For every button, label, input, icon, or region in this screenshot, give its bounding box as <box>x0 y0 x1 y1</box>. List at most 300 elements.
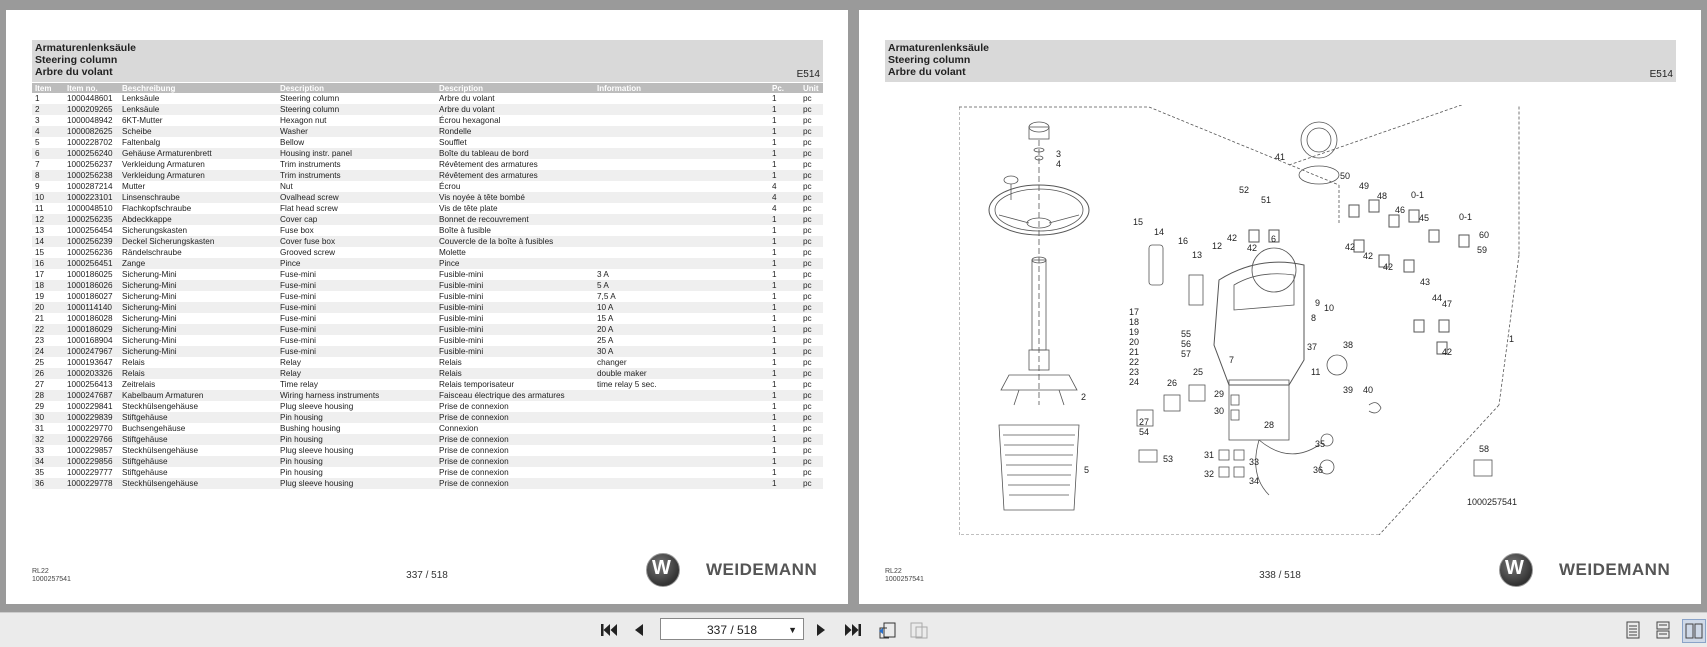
table-cell: Fusible-mini <box>436 324 594 335</box>
table-cell: 31 <box>35 424 45 433</box>
table-cell: pc <box>803 270 812 279</box>
table-cell: 30 A <box>594 346 769 357</box>
svg-text:53: 53 <box>1163 454 1174 464</box>
svg-text:35: 35 <box>1315 439 1326 449</box>
table-cell: pc <box>803 204 812 213</box>
svg-text:29: 29 <box>1214 389 1225 399</box>
table-cell: pc <box>800 478 823 489</box>
table-cell <box>594 445 769 456</box>
table-cell: 1000256237 <box>67 160 113 169</box>
table-cell: 18 <box>32 280 64 291</box>
table-row <box>32 445 823 456</box>
table-cell: 1 <box>772 336 777 345</box>
continuous-view-icon[interactable] <box>1652 619 1674 641</box>
table-cell <box>594 401 769 412</box>
table-cell: 27 <box>35 380 45 389</box>
table-cell: double maker <box>594 368 769 379</box>
table-cell: 1 <box>772 446 777 455</box>
svg-text:41: 41 <box>1275 152 1286 162</box>
table-cell: Verkleidung Armaturen <box>122 160 205 169</box>
table-cell: 1000203326 <box>64 368 119 379</box>
table-cell: 8 <box>32 170 64 181</box>
table-cell: Faisceau électrique des armatures <box>436 390 594 401</box>
table-row <box>32 346 823 357</box>
table-cell: 34 <box>32 456 64 467</box>
svg-text:42: 42 <box>1247 243 1258 253</box>
table-row <box>32 302 823 313</box>
column-header: Item no. <box>64 83 119 93</box>
table-row <box>32 467 823 478</box>
table-row <box>32 291 823 302</box>
table-cell: Bushing housing <box>280 424 341 433</box>
svg-text:0-1: 0-1 <box>1459 212 1473 222</box>
table-cell: Fuse-mini <box>277 324 436 335</box>
svg-text:21: 21 <box>1129 347 1140 357</box>
title-french: Arbre du volant <box>35 66 113 78</box>
table-cell: 1000186029 <box>64 324 119 335</box>
table-cell: Prise de connexion <box>436 412 594 423</box>
table-cell: 3 A <box>597 270 609 279</box>
title-french: Arbre du volant <box>888 66 966 78</box>
table-cell: Bonnet de recouvrement <box>436 214 594 225</box>
table-cell: Verkleidung Armaturen <box>119 170 277 181</box>
table-row <box>32 390 823 401</box>
footer-code: RL22 <box>32 568 49 575</box>
table-cell: 3 <box>35 116 40 125</box>
table-row <box>32 280 823 291</box>
table-cell: Steckhülsengehäuse <box>119 478 277 489</box>
table-cell: 19 <box>35 292 45 301</box>
table-cell: 1000229778 <box>64 478 119 489</box>
page-number: 338 / 518 <box>1259 570 1301 581</box>
table-cell: 1 <box>769 148 800 159</box>
svg-text:22: 22 <box>1129 357 1140 367</box>
table-cell: pc <box>800 280 823 291</box>
table-cell: Scheibe <box>119 126 277 137</box>
table-cell <box>594 137 769 148</box>
table-cell: Flachkopfschraube <box>122 204 192 213</box>
table-cell: 4 <box>772 182 777 191</box>
table-row <box>32 137 823 148</box>
page-number-field[interactable] <box>660 618 804 640</box>
table-cell <box>594 423 769 434</box>
svg-text:5: 5 <box>1084 465 1090 475</box>
table-row <box>32 357 823 368</box>
table-cell: 1000247967 <box>64 346 119 357</box>
table-cell: 1000256454 <box>67 226 113 235</box>
table-cell: pc <box>800 104 823 115</box>
table-cell: 16 <box>32 258 64 269</box>
table-cell: 1000186028 <box>67 314 113 323</box>
table-cell: Buchsengehäuse <box>122 424 186 433</box>
exploded-parts-drawing <box>959 105 1639 535</box>
table-cell: Kabelbaum Armaturen <box>119 390 277 401</box>
table-cell: 10 <box>32 192 64 203</box>
table-cell: Boîte du tableau de bord <box>436 148 594 159</box>
svg-text:10: 10 <box>1324 303 1335 313</box>
table-cell: Bellow <box>280 138 305 147</box>
table-cell: 1000048510 <box>67 204 113 213</box>
table-cell: Connexion <box>439 424 479 433</box>
table-cell: Ovalhead screw <box>277 192 436 203</box>
table-cell: 13 <box>35 226 45 235</box>
table-cell: Prise de connexion <box>436 456 594 467</box>
table-cell: 1000229839 <box>64 412 119 423</box>
table-cell: pc <box>800 170 823 181</box>
table-cell: 1 <box>772 424 777 433</box>
table-cell: pc <box>800 368 823 379</box>
table-row <box>32 225 823 236</box>
table-row <box>32 181 823 192</box>
table-cell: pc <box>803 94 812 103</box>
table-cell: pc <box>803 248 812 257</box>
table-cell: Fuse box <box>280 226 314 235</box>
table-cell: Arbre du volant <box>439 94 495 103</box>
table-cell: 30 <box>32 412 64 423</box>
table-cell: Pin housing <box>277 434 436 445</box>
table-cell: Wiring harness instruments <box>277 390 436 401</box>
table-cell: Fuse-mini <box>277 280 436 291</box>
table-row <box>32 126 823 137</box>
table-cell: 1000256239 <box>64 236 119 247</box>
table-cell: 20 <box>32 302 64 313</box>
svg-text:50: 50 <box>1340 171 1351 181</box>
svg-text:47: 47 <box>1442 299 1453 309</box>
svg-text:57: 57 <box>1181 349 1192 359</box>
table-cell: Gehäuse Armaturenbrett <box>119 148 277 159</box>
svg-text:42: 42 <box>1345 242 1356 252</box>
table-cell: 1 <box>772 270 777 279</box>
table-cell <box>594 434 769 445</box>
table-cell: 1000229766 <box>64 434 119 445</box>
table-cell <box>594 159 769 170</box>
table-cell: Sicherung-Mini <box>122 314 177 323</box>
table-cell: 32 <box>32 434 64 445</box>
table-cell: 17 <box>35 270 45 279</box>
table-cell: Soufflet <box>439 138 467 147</box>
svg-text:34: 34 <box>1249 476 1260 486</box>
table-cell: Fusible-mini <box>439 292 484 301</box>
last-page-icon[interactable] <box>842 619 864 641</box>
table-cell: 1000229857 <box>67 446 113 455</box>
table-cell: 36 <box>32 478 64 489</box>
table-cell: Pin housing <box>277 456 436 467</box>
page-number-value: 337 / 518 <box>706 623 758 637</box>
svg-text:59: 59 <box>1477 245 1488 255</box>
table-cell: 26 <box>32 368 64 379</box>
table-cell: 24 <box>32 346 64 357</box>
svg-text:23: 23 <box>1129 367 1140 377</box>
svg-text:3: 3 <box>1056 149 1062 159</box>
prev-page-icon[interactable] <box>628 619 650 641</box>
table-row <box>32 412 823 423</box>
svg-text:6: 6 <box>1271 234 1277 244</box>
svg-text:37: 37 <box>1307 342 1318 352</box>
table-row <box>32 368 823 379</box>
table-cell: 15 <box>35 248 45 257</box>
table-cell: 5 A <box>594 280 769 291</box>
table-cell: 1000247687 <box>64 390 119 401</box>
table-cell <box>594 126 769 137</box>
svg-text:11: 11 <box>1311 367 1321 377</box>
table-cell: pc <box>803 380 812 389</box>
two-page-view-icon[interactable] <box>1682 619 1706 643</box>
table-cell: pc <box>803 226 812 235</box>
logo-emblem-icon: W <box>646 553 680 587</box>
table-cell: 1000228702 <box>67 138 113 147</box>
table-row <box>32 313 823 324</box>
forward-view-icon[interactable] <box>908 619 930 641</box>
table-cell: 1000256238 <box>64 170 119 181</box>
table-cell: Zange <box>119 258 277 269</box>
table-cell: Sicherung-Mini <box>119 280 277 291</box>
table-row <box>32 434 823 445</box>
table-cell: Fuse-mini <box>277 346 436 357</box>
table-cell: Relay <box>280 358 301 367</box>
table-cell: Sicherung-Mini <box>119 302 277 313</box>
table-cell: Révêtement des armatures <box>436 170 594 181</box>
table-cell: Arbre du volant <box>436 104 594 115</box>
table-cell: 5 <box>35 138 40 147</box>
svg-text:0-1: 0-1 <box>1411 190 1425 200</box>
table-cell: pc <box>803 402 812 411</box>
table-cell: pc <box>800 456 823 467</box>
table-cell <box>594 478 769 489</box>
weidemann-logo <box>646 553 836 589</box>
table-cell: 1 <box>772 160 777 169</box>
table-cell: 20 A <box>594 324 769 335</box>
table-cell: 1 <box>772 226 777 235</box>
table-cell: 9 <box>35 182 40 191</box>
svg-text:17: 17 <box>1129 307 1140 317</box>
table-row <box>32 203 823 214</box>
table-cell: pc <box>800 324 823 335</box>
table-cell <box>594 456 769 467</box>
table-row <box>32 456 823 467</box>
table-cell: Fuse-mini <box>280 292 316 301</box>
table-cell: 1 <box>769 434 800 445</box>
table-cell <box>594 203 769 214</box>
svg-text:19: 19 <box>1129 327 1140 337</box>
svg-text:36: 36 <box>1313 465 1324 475</box>
table-row <box>32 379 823 390</box>
table-cell: pc <box>803 182 812 191</box>
table-row <box>32 478 823 489</box>
svg-text:42: 42 <box>1383 262 1394 272</box>
table-cell: 1000229856 <box>64 456 119 467</box>
table-cell: 1000229770 <box>67 424 113 433</box>
table-cell <box>594 181 769 192</box>
table-cell: Relais <box>436 368 594 379</box>
table-cell: 1000223101 <box>64 192 119 203</box>
svg-text:42: 42 <box>1363 251 1374 261</box>
table-cell: pc <box>803 336 812 345</box>
table-cell: 6KT-Mutter <box>122 116 163 125</box>
table-cell <box>594 93 769 104</box>
table-cell: Fusible-mini <box>436 346 594 357</box>
brand-name: WEIDEMANN <box>706 560 818 579</box>
table-cell: Faltenbalg <box>122 138 161 147</box>
table-cell: pc <box>803 358 812 367</box>
table-cell: Fusible-mini <box>436 302 594 313</box>
table-cell: Sicherung-Mini <box>122 292 177 301</box>
drawing-id: 1000257541 <box>1467 497 1518 507</box>
table-cell: 1 <box>772 292 777 301</box>
table-cell: Relais <box>122 358 145 367</box>
svg-text:33: 33 <box>1249 457 1260 467</box>
page-number: 337 / 518 <box>406 570 448 581</box>
table-cell: changer <box>597 358 627 367</box>
svg-text:27: 27 <box>1139 417 1150 427</box>
table-cell: Zeitrelais <box>122 380 156 389</box>
table-cell: 1 <box>772 314 777 323</box>
table-cell: Écrou hexagonal <box>439 116 501 125</box>
next-page-icon[interactable] <box>810 619 832 641</box>
table-header-row <box>32 83 823 93</box>
svg-text:7: 7 <box>1229 355 1235 365</box>
table-cell: 33 <box>35 446 45 455</box>
table-cell: Steering column <box>280 94 340 103</box>
svg-text:25: 25 <box>1193 367 1204 377</box>
svg-text:20: 20 <box>1129 337 1140 347</box>
table-cell: Flat head screw <box>280 204 338 213</box>
brand-name: WEIDEMANN <box>1559 560 1671 579</box>
table-cell: Steering column <box>277 104 436 115</box>
table-cell: 1 <box>769 236 800 247</box>
table-cell: Trim instruments <box>277 170 436 181</box>
table-cell: 1 <box>769 126 800 137</box>
table-cell: pc <box>803 446 812 455</box>
table-cell: 1000229777 <box>67 468 113 477</box>
title-german: Armaturenlenksäule <box>35 42 136 54</box>
table-cell: 1 <box>772 138 777 147</box>
table-cell: pc <box>800 302 823 313</box>
table-cell: Fuse-mini <box>277 302 436 313</box>
svg-text:42: 42 <box>1442 347 1453 357</box>
column-header: Description <box>277 83 436 93</box>
table-row <box>32 236 823 247</box>
column-header: Unit <box>800 83 823 93</box>
svg-text:13: 13 <box>1192 250 1203 260</box>
table-row <box>32 159 823 170</box>
footer-code: RL22 <box>885 568 902 575</box>
table-cell <box>594 258 769 269</box>
table-cell: Sicherung-Mini <box>122 336 177 345</box>
table-cell: Grooved screw <box>280 248 336 257</box>
table-row <box>32 269 823 280</box>
table-cell: 25 <box>35 358 45 367</box>
svg-text:16: 16 <box>1178 236 1189 246</box>
svg-text:45: 45 <box>1419 213 1430 223</box>
table-cell: 7 <box>35 160 40 169</box>
table-row <box>32 115 823 126</box>
table-cell: 15 A <box>597 314 614 323</box>
table-cell: 1 <box>769 104 800 115</box>
table-cell: pc <box>803 160 812 169</box>
table-cell: 25 A <box>597 336 614 345</box>
table-cell: Deckel Sicherungskasten <box>119 236 277 247</box>
column-header: Description <box>436 83 594 93</box>
table-cell: 29 <box>35 402 45 411</box>
footer-id: 1000257541 <box>885 576 924 583</box>
table-cell: pc <box>800 346 823 357</box>
table-cell: Stiftgehäuse <box>119 434 277 445</box>
table-cell: Relais temporisateur <box>439 380 515 389</box>
table-cell: pc <box>800 412 823 423</box>
table-cell: 1000186027 <box>67 292 113 301</box>
table-cell: 1000114140 <box>64 302 119 313</box>
table-cell: pc <box>803 138 812 147</box>
table-cell: Housing instr. panel <box>277 148 436 159</box>
table-cell: Relay <box>277 368 436 379</box>
svg-text:31: 31 <box>1204 450 1215 460</box>
svg-text:55: 55 <box>1181 329 1192 339</box>
table-cell: 23 <box>35 336 45 345</box>
column-header: Pc. <box>769 83 800 93</box>
back-view-icon[interactable] <box>876 619 898 641</box>
table-cell: pc <box>803 314 812 323</box>
svg-text:40: 40 <box>1363 385 1374 395</box>
section-code: E514 <box>796 69 820 80</box>
table-cell: 1000256451 <box>64 258 119 269</box>
table-cell: pc <box>800 126 823 137</box>
chevron-down-icon[interactable]: ▼ <box>788 625 797 635</box>
svg-text:12: 12 <box>1212 241 1223 251</box>
parts-table <box>32 83 823 489</box>
table-cell: 14 <box>32 236 64 247</box>
table-cell: Stiftgehäuse <box>119 412 277 423</box>
single-page-view-icon[interactable] <box>1622 619 1644 641</box>
table-cell: pc <box>800 214 823 225</box>
svg-text:51: 51 <box>1261 195 1272 205</box>
table-cell: 1 <box>772 402 777 411</box>
svg-text:49: 49 <box>1359 181 1370 191</box>
table-cell <box>594 390 769 401</box>
first-page-icon[interactable] <box>598 619 620 641</box>
section-code: E514 <box>1649 69 1673 80</box>
table-cell: 28 <box>32 390 64 401</box>
title-english: Steering column <box>888 54 971 66</box>
table-cell: Nut <box>280 182 293 191</box>
table-cell: Hexagon nut <box>280 116 327 125</box>
table-cell: 1 <box>769 258 800 269</box>
table-cell <box>594 192 769 203</box>
table-cell: 22 <box>32 324 64 335</box>
table-cell <box>594 236 769 247</box>
table-cell: 1 <box>769 478 800 489</box>
table-cell: Fusible-mini <box>439 336 484 345</box>
table-cell: pc <box>800 236 823 247</box>
table-cell: Mutter <box>122 182 146 191</box>
table-cell: 7,5 A <box>597 292 616 301</box>
svg-text:60: 60 <box>1479 230 1490 240</box>
table-cell: Plug sleeve housing <box>277 478 436 489</box>
table-cell: pc <box>803 116 812 125</box>
table-cell: Relais <box>439 358 462 367</box>
table-cell <box>594 104 769 115</box>
svg-text:48: 48 <box>1377 191 1388 201</box>
table-cell: Pince <box>436 258 594 269</box>
table-cell: Rändelschraube <box>122 248 182 257</box>
column-header: Item <box>32 83 64 93</box>
table-cell: 1000193647 <box>67 358 113 367</box>
table-cell: Cover fuse box <box>277 236 436 247</box>
table-cell: 1000209265 <box>64 104 119 115</box>
table-cell: 12 <box>32 214 64 225</box>
table-cell: pc <box>800 192 823 203</box>
table-cell: Boîte à fusible <box>439 226 491 235</box>
weidemann-logo <box>1499 553 1689 589</box>
